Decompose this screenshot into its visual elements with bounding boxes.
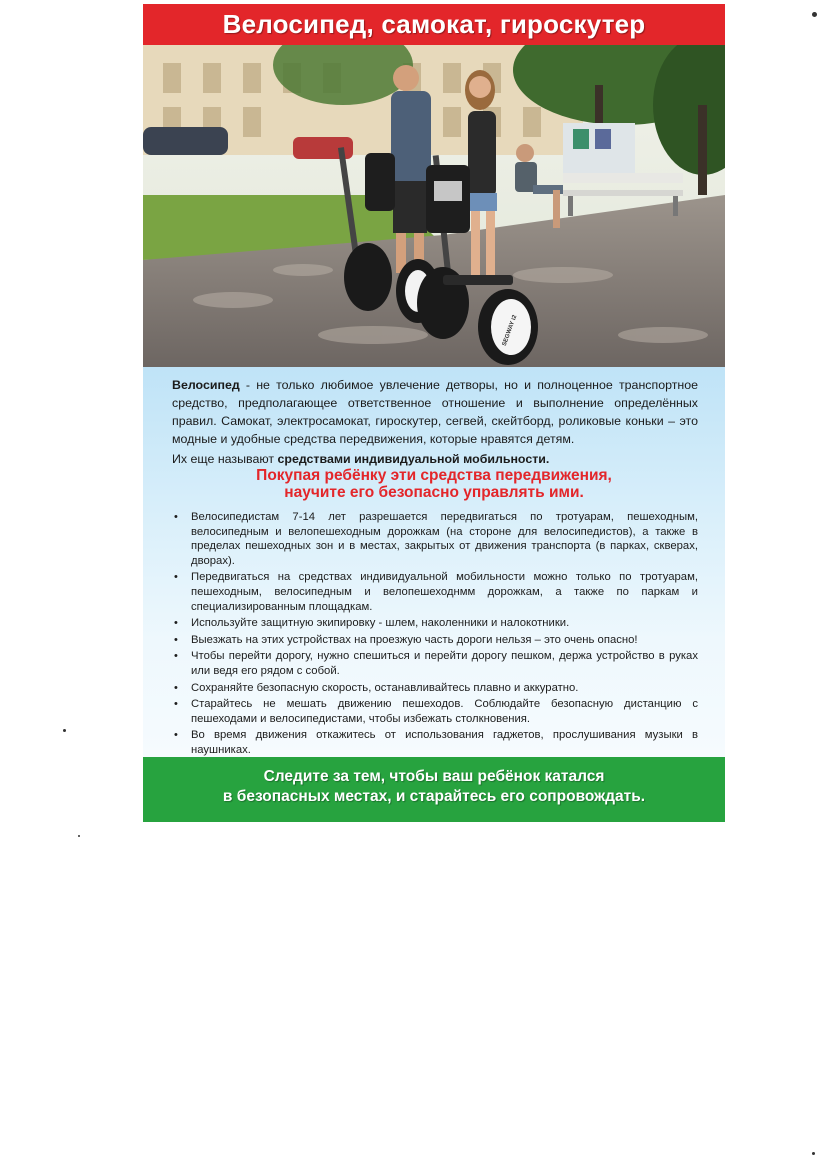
callout-heading [143, 467, 725, 501]
list-item: • Выезжать на этих устройствах на проезжую часть дороги нельзя – это очень опасно! [174, 633, 638, 646]
intro-text: - не только любимое увлечение детворы, но и полноценное транспортное средство, предполагающее ответственное отношение и выполнение определённых правил. Самокат, электросамокат, гироскутер, сегвей, скейтборд, роликовые коньки – это модные и удобные средства передвижения, которые нравятся детям. [172, 378, 698, 446]
flyer-title: Велосипед, самокат, гироскутер [143, 4, 725, 45]
segway-riders-photo [143, 45, 725, 367]
list-item: • Старайтесь не мешать движению пешеходов. Соблюдайте безопасную дистанцию с пешеходами и велосипедистами, чтобы избежать столкновения. [174, 698, 698, 725]
bullet-icon: • [174, 650, 178, 663]
scan-speck [63, 729, 66, 732]
bullet-icon: • [174, 729, 178, 742]
intro-also-called: Их еще называют средствами индивидуальной мобильности. [172, 452, 550, 466]
intro-mobility-term: средствами индивидуальной мобильности. [277, 452, 550, 466]
footer-line-2: в безопасных местах, и старайтесь его сопровождать. [222, 788, 646, 805]
footer-line-1: Следите за тем, чтобы ваш ребёнок катался [263, 768, 605, 785]
info-panel [143, 367, 725, 757]
callout-line-1: Покупая ребёнку эти средства передвижения, [256, 467, 612, 484]
list-item: • Используйте защитную экипировку - шлем, наколенники и налокотники. [174, 617, 570, 630]
list-item: • Велосипедистам 7-14 лет разрешается передвигаться по тротуарам, пешеходным, велосипедным и велопешеходным дорожкам (на стороне для велосипедистов), а также в пределах пешеходных зон и в местах, закрытых от движения транспорта (в парках, скверах, дворах). [174, 511, 698, 567]
list-item: • Чтобы перейти дорогу, нужно спешиться и перейти дорогу пешком, держа устройство в руках или ведя его рядом с собой. [174, 650, 698, 677]
intro-bold-term: Велосипед [172, 378, 240, 392]
scan-speck [812, 12, 817, 17]
callout-line-2: научите его безопасно управлять ими. [284, 484, 584, 501]
list-item: • Сохраняйте безопасную скорость, останавливайтесь плавно и аккуратно. [174, 681, 579, 694]
scan-speck [78, 835, 80, 837]
intro-paragraph [172, 376, 698, 468]
bullet-icon: • [174, 571, 178, 584]
bullet-icon: • [174, 633, 178, 646]
scan-speck [812, 1152, 815, 1155]
bullet-icon: • [174, 511, 178, 523]
segway-wheel-label: SEGWAY i2 [501, 314, 519, 347]
safety-rules-list [174, 510, 698, 776]
bullet-icon: • [174, 617, 178, 630]
bullet-icon: • [174, 681, 178, 694]
safety-flyer [143, 4, 725, 822]
footer-banner [143, 757, 725, 822]
bullet-icon: • [174, 698, 178, 711]
list-item: • Передвигаться на средствах индивидуальной мобильности можно только по тротуарам, пешеходным, велосипедным и велопешеходнмм дорожкам, а также по паркам и специализированным площадкам. [174, 571, 698, 613]
list-item: • Во время движения откажитесь от использования гаджетов, прослушивания музыки в наушниках. [174, 729, 698, 756]
